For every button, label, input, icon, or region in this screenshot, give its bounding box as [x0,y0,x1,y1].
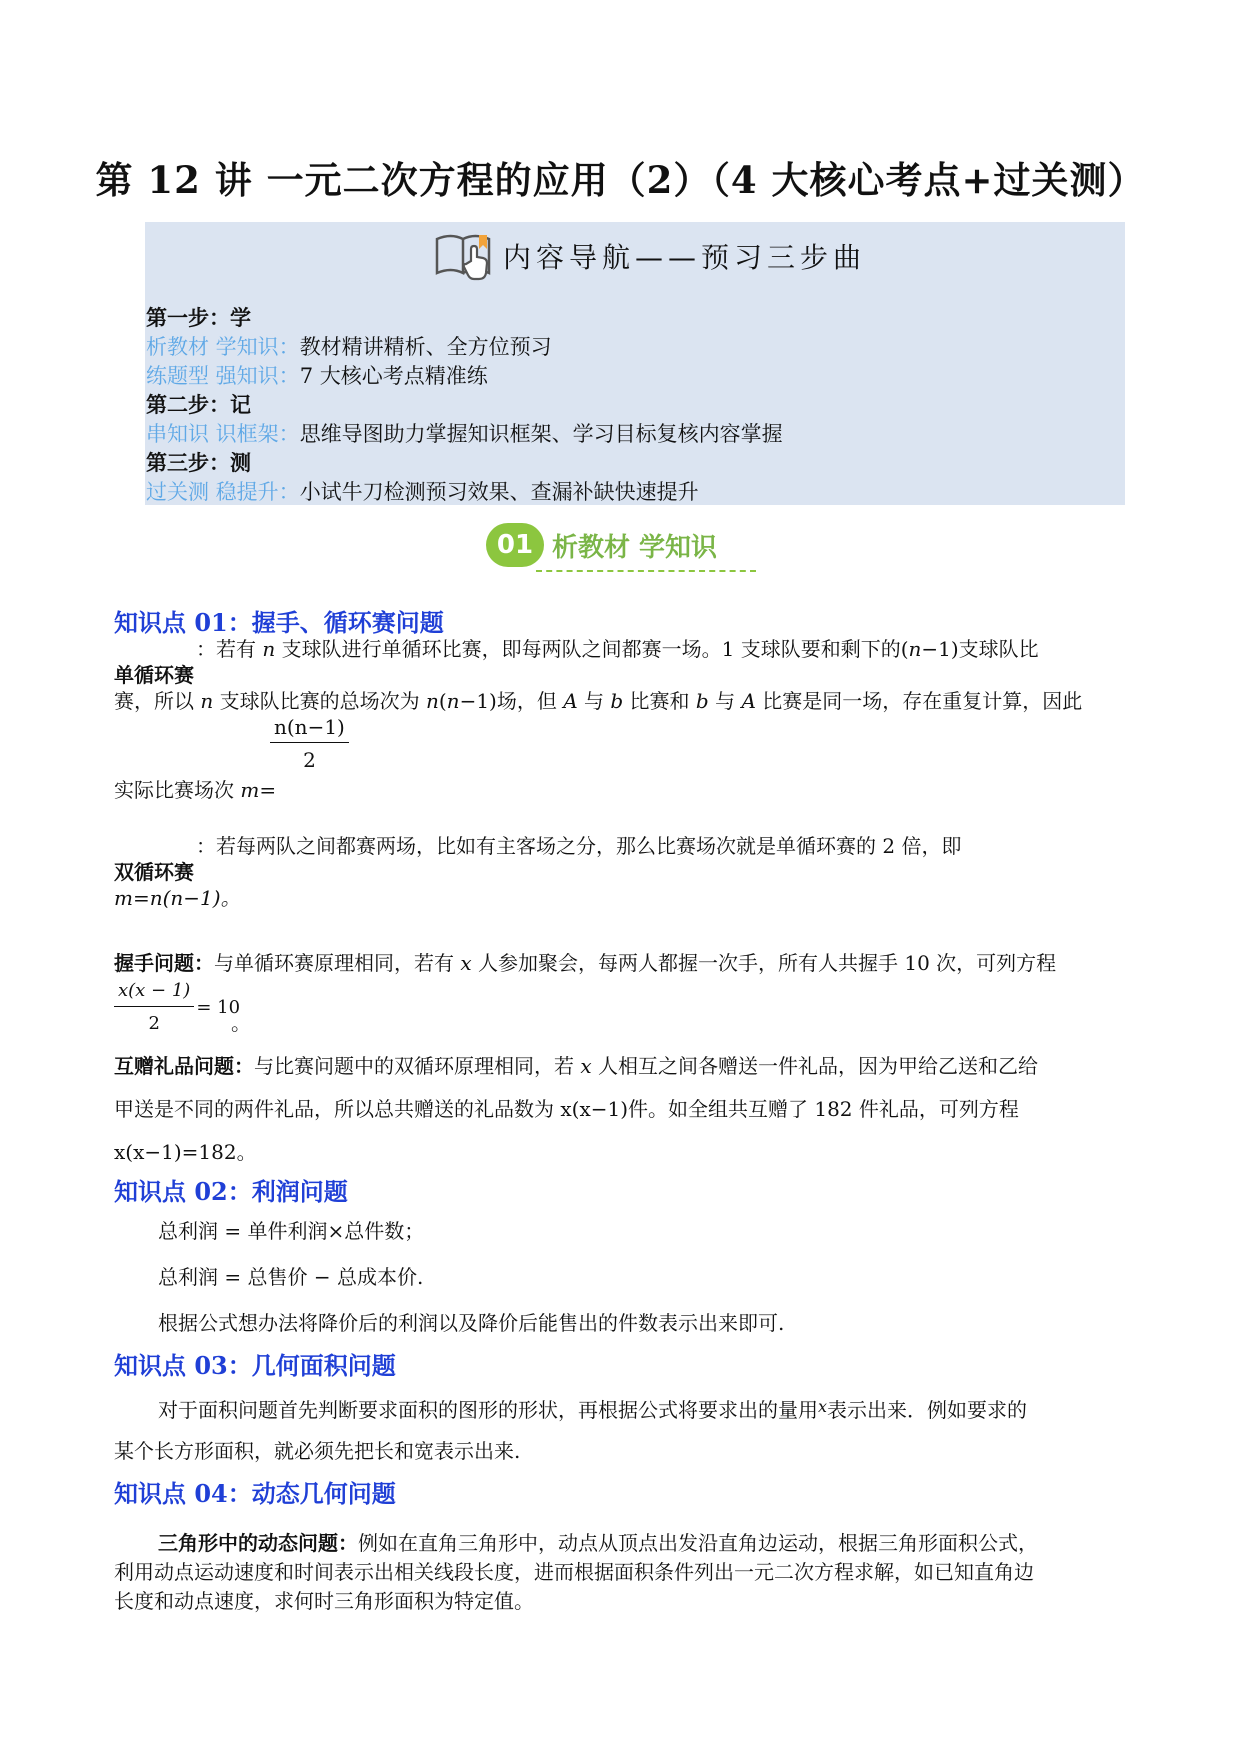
handshake-line [114,950,1056,976]
k2-heading: 知识点 02：利润问题 [114,1177,348,1206]
hs-fraction-numerator: x(x − 1) [114,978,194,1007]
text: 实际比赛场次 [114,778,241,802]
profit-note: 根据公式想办法将降价后的利润以及降价后能售出的件数表示出来即可. [158,1311,785,1335]
nav-line-2-label: 练题型 强知识： [146,364,300,388]
area-line-2: 某个长方形面积，就必须先把长和宽表示出来. [114,1439,521,1463]
section-badge-label: 析教材 学知识 [552,532,718,563]
text: 与比赛问题中的双循环原理相同，若 [254,1054,581,1078]
double-round-desc: ：若每两队之间都赛两场，比如有主客场之分，那么比赛场次就是单循环赛的 2 倍，即 [196,834,962,858]
single-round-label: 单循环赛 [114,663,194,687]
var-n: n [908,637,922,661]
gift-paragraph [114,1045,1129,1174]
gift-line-3: x(x−1)=182。 [114,1140,257,1164]
var-b: b [695,689,709,713]
section-badge-number: 01 [486,523,544,567]
text: 与单循环赛原理相同，若有 [214,951,461,975]
hs-equals: = 10 [196,996,241,1018]
hs-fraction-denominator: 2 [148,1013,160,1034]
text: 人相互之间各赠送一件礼品，因为甲给乙送和乙给 [591,1054,1038,1078]
gift-label: 互赠礼品问题： [114,1054,254,1078]
actual-matches-line [114,777,276,803]
single-round-fraction [270,714,349,773]
var-x: x [580,1054,592,1078]
text: 对于面积问题首先判断要求面积的图形的形状，再根据公式将要求出的量用 [158,1398,818,1422]
step-3: 第三步：测 [146,450,251,475]
fraction-numerator: n(n−1) [270,714,349,743]
var-a: A [563,689,578,713]
text: 与 [577,689,611,713]
dynamic-label: 三角形中的动态问题： [158,1531,358,1555]
text: ( [438,689,447,713]
var-n: n [446,689,460,713]
nav-line-3-text: 思维导图助力掌握知识框架、学习目标复核内容掌握 [299,422,783,446]
text: ：若有 [196,637,263,661]
k3-heading: 知识点 03：几何面积问题 [114,1351,396,1380]
nav-line-3 [146,421,783,447]
text: −1)支球队比 [921,637,1039,661]
var-n: n [262,637,276,661]
var-n: n [200,689,214,713]
hs-period: 。 [231,1011,251,1035]
step-1: 第一步：学 [146,305,251,330]
text: 赛，所以 [114,689,201,713]
nav-line-4-text: 小试牛刀检测预习效果、查漏补缺快速提升 [299,480,699,504]
text: 比赛和 [623,689,696,713]
text: −1)场，但 [459,689,564,713]
double-round-formula: m=n(n−1)。 [114,886,241,910]
var-n: n [425,689,439,713]
gift-line-1 [114,1045,1129,1088]
nav-heading [433,226,866,286]
text: 与 [708,689,742,713]
nav-line-1-text: 教材精讲精析、全方位预习 [299,335,552,359]
profit-formula-1: 总利润 = 单件利润×总件数； [158,1219,425,1243]
fraction-denominator: 2 [303,748,316,772]
profit-formula-2: 总利润 = 总售价 − 总成本价. [158,1265,424,1289]
double-round-label: 双循环赛 [114,860,194,884]
var-b: b [610,689,624,713]
area-line-1 [158,1385,1027,1432]
var-m: m [240,778,260,802]
gift-line-2: 甲送是不同的两件礼品，所以总共赠送的礼品数为 x(x−1)件。如全组共互赠了 182 件礼品，可列方程 [114,1097,1019,1121]
nav-line-3-label: 串知识 识框架： [146,422,300,446]
text: 支球队进行单循环比赛，即每两队之间都赛一场。1 支球队要和剩下的( [275,637,909,661]
text: 例如在直角三角形中，动点从顶点出发沿直角边运动，根据三角形面积公式， [358,1531,1038,1555]
text: 比赛是同一场，存在重复计算，因此 [755,689,1083,713]
handshake-equation [114,978,240,1037]
text: 支球队比赛的总场次为 [213,689,426,713]
nav-line-4-label: 过关测 稳提升： [146,480,300,504]
book-pointer-icon [433,227,497,285]
dynamic-line-2: 利用动点运动速度和时间表示出相关线段长度，进而根据面积条件列出一元二次方程求解，如已知直角边 [114,1560,1034,1584]
nav-heading-text: 内容导航——预习三步曲 [503,241,867,274]
text: 人参加聚会，每两人都握一次手，所有人共握手 10 次，可列方程 [471,951,1057,975]
var-x: x [460,951,472,975]
page-title: 第 12 讲 一元二次方程的应用（2）（4 大核心考点+过关测） [95,158,1146,202]
single-round-desc-line1 [196,636,1039,662]
dynamic-line-1 [158,1530,1038,1556]
text: 表示出来．例如要求的 [827,1398,1028,1422]
handshake-label: 握手问题： [114,951,214,975]
nav-line-4 [146,479,699,505]
text: = [259,778,277,802]
single-round-desc-line2 [114,688,1082,714]
var-x: x [818,1397,828,1416]
nav-line-1 [146,334,552,360]
var-a: A [741,689,756,713]
badge-underline [536,570,756,572]
nav-line-2 [146,363,488,389]
k1-heading: 知识点 01：握手、循环赛问题 [114,608,444,637]
k4-heading: 知识点 04：动态几何问题 [114,1479,396,1508]
nav-line-2-text: 7 大核心考点精准练 [299,364,488,388]
section-badge [486,523,717,567]
step-2: 第二步：记 [146,392,251,417]
dynamic-line-3: 长度和动点速度，求何时三角形面积为特定值。 [114,1589,534,1613]
nav-line-1-label: 析教材 学知识： [146,335,300,359]
